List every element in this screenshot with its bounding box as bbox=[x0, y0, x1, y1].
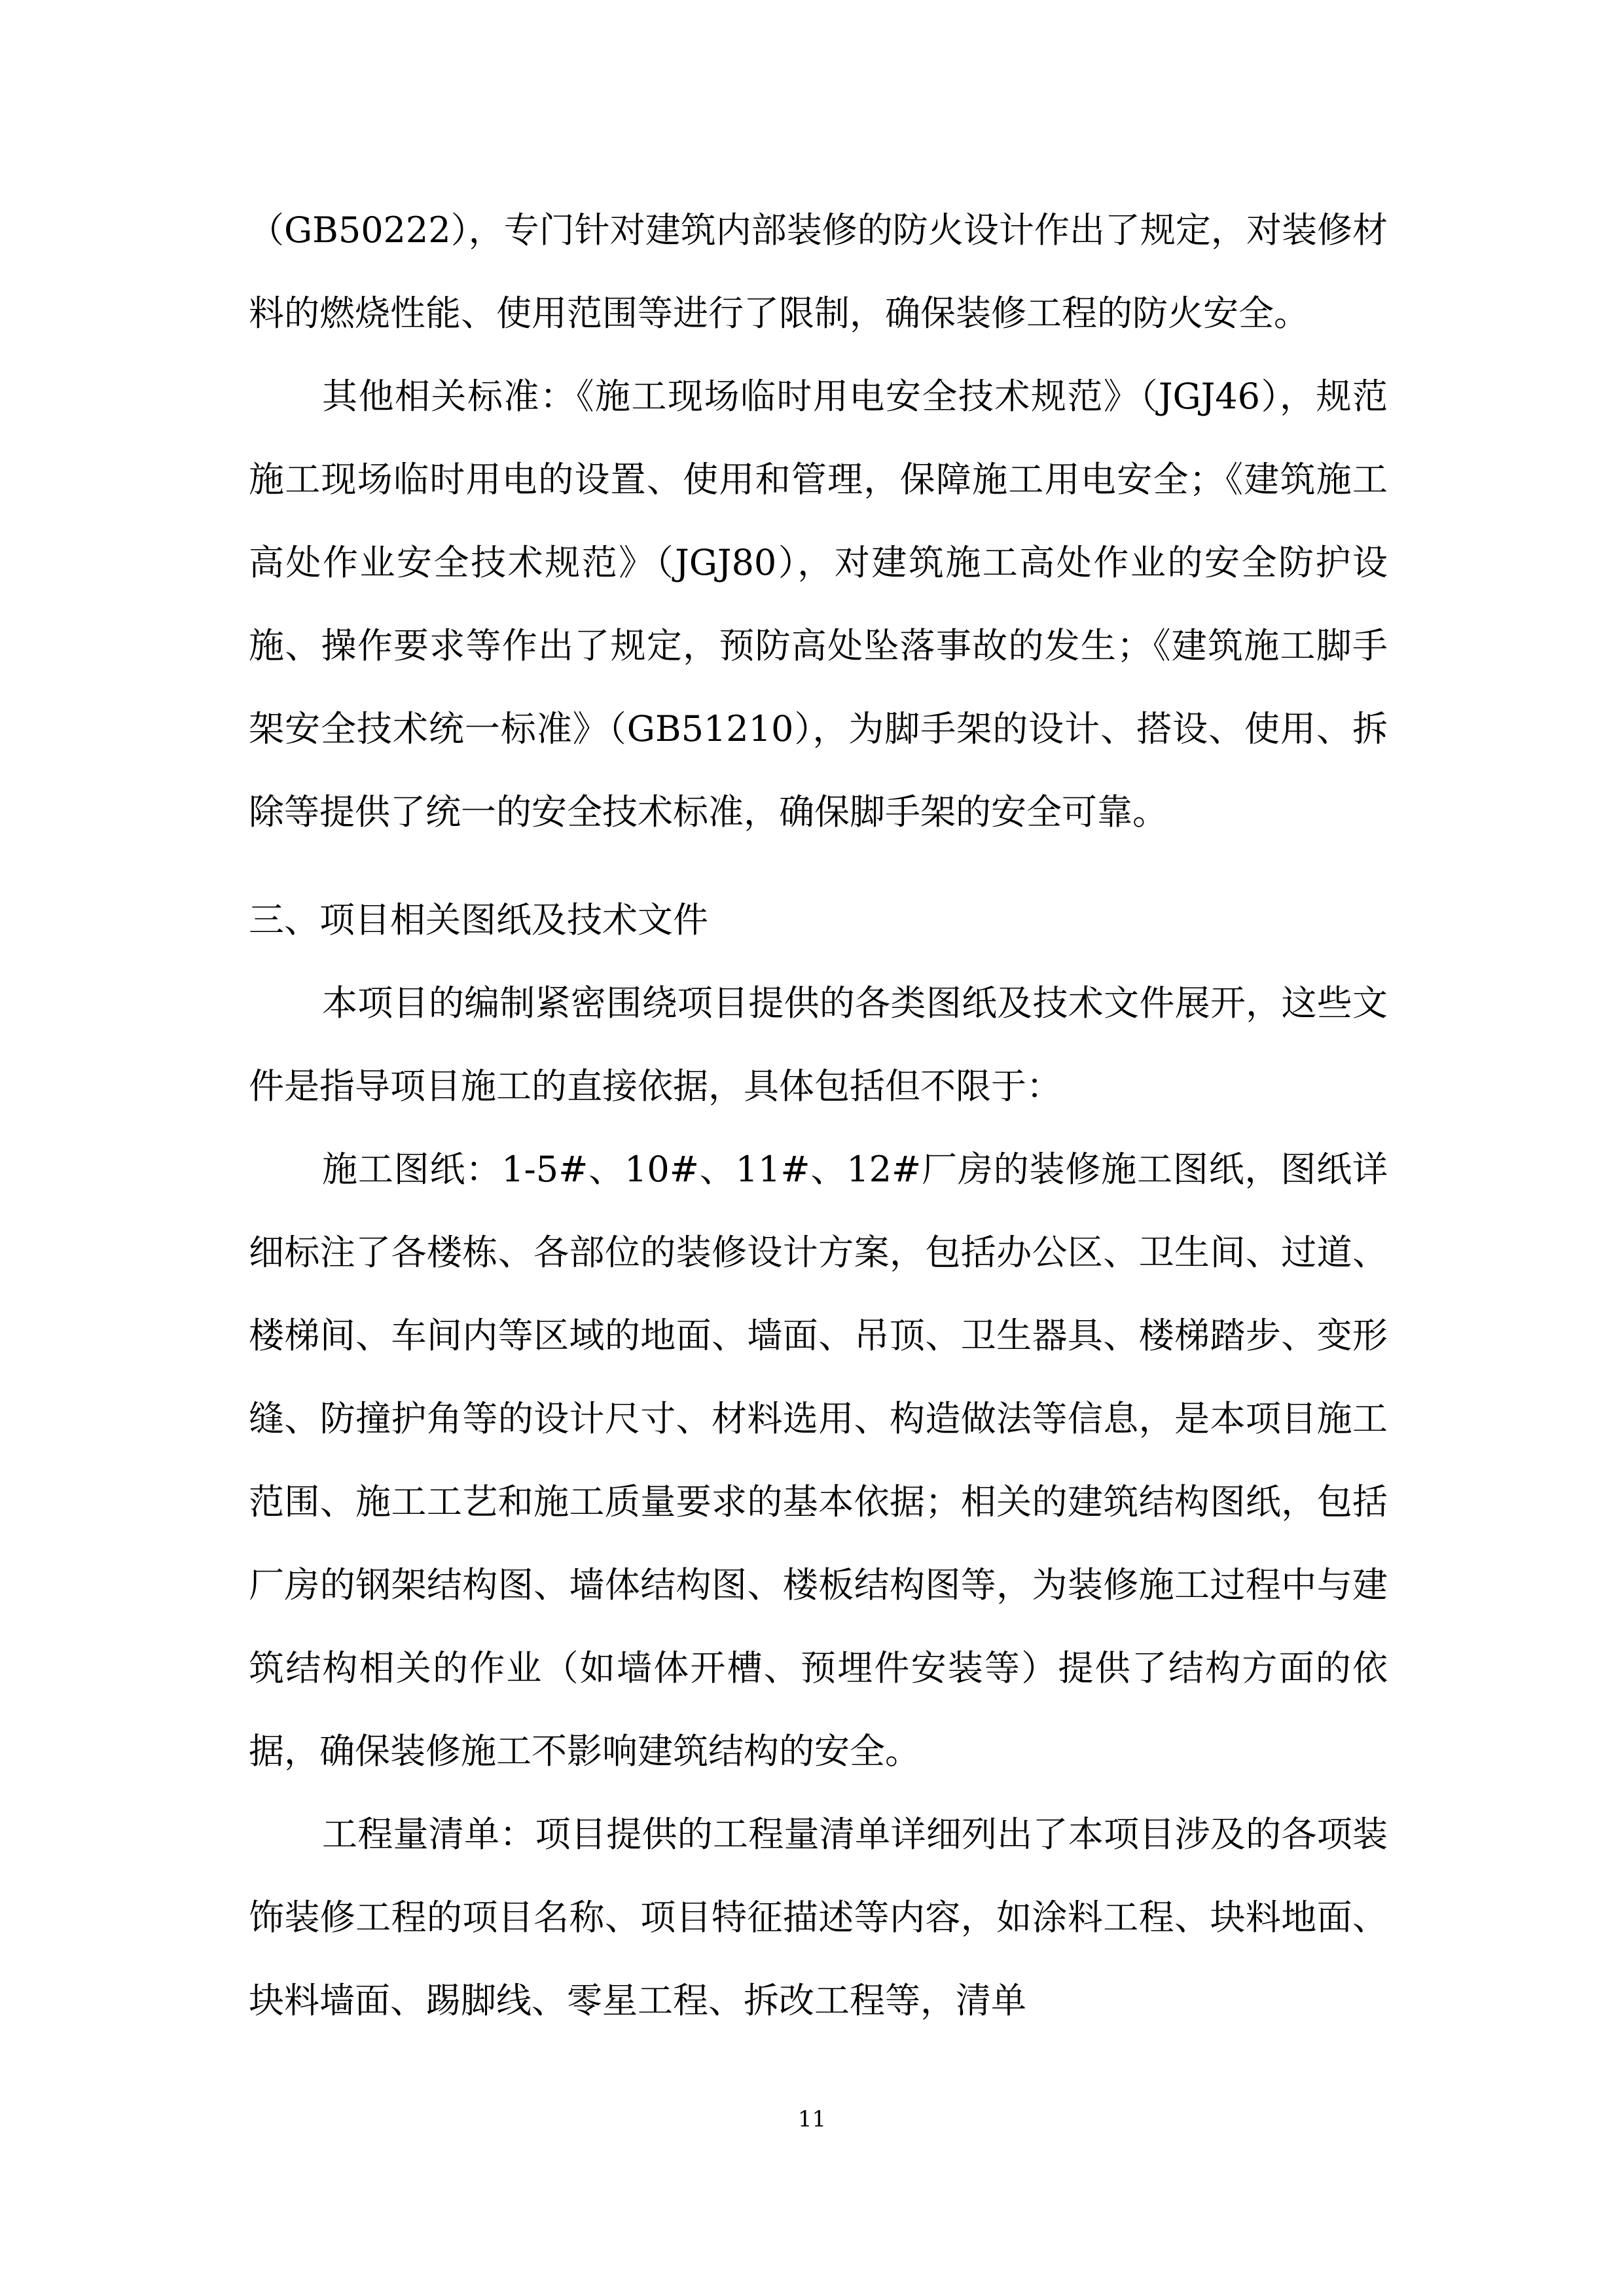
paragraph-other-standards: 其他相关标准：《施工现场临时用电安全技术规范》（JGJ46），规范施工现场临时用电的设置、使用和管理，保障施工用电安全；《建筑施工高处作业安全技术规范》（JGJ80），对建筑施工高处作业的安全防护设施、操作要求等作出了规定，预防高处坠落事故的发生；《建筑施工脚手架安全技术统一标准》（GB51210），为脚手架的设计、搭设、使用、拆除等提供了统一的安全技术标准，确保脚手架的安全可靠。 bbox=[249, 376, 1388, 833]
paragraph-documents-intro: 本项目的编制紧密围绕项目提供的各类图纸及技术文件展开，这些文件是指导项目施工的直接依据，具体包括但不限于： bbox=[249, 982, 1388, 1107]
paragraph-bill-of-quantities: 工程量清单：项目提供的工程量清单详细列出了本项目涉及的各项装饰装修工程的项目名称、项目特征描述等内容，如涂料工程、块料地面、块料墙面、踢脚线、零星工程、拆改工程等，清单 bbox=[249, 1814, 1388, 2021]
page-body bbox=[249, 188, 1388, 2042]
section-heading: 三、项目相关图纸及技术文件 bbox=[249, 899, 708, 941]
paragraph-construction-drawings: 施工图纸：1-5#、10#、11#、12#厂房的装修施工图纸，图纸详细标注了各楼栋、各部位的装修设计方案，包括办公区、卫生间、过道、楼梯间、车间内等区域的地面、墙面、吊顶、卫生器具、楼梯踏步、变形缝、防撞护角等的设计尺寸、材料选用、构造做法等信息，是本项目施工范围、施工工艺和施工质量要求的基本依据；相关的建筑结构图纸，包括厂房的钢架结构图、墙体结构图、楼板结构图等，为装修施工过程中与建筑结构相关的作业（如墙体开槽、预埋件安装等）提供了结构方面的依据，确保装修施工不影响建筑结构的安全。 bbox=[249, 1149, 1388, 1772]
page-number: 11 bbox=[797, 2106, 827, 2132]
paragraph-fire-code-continued: （GB50222），专门针对建筑内部装修的防火设计作出了规定，对装修材料的燃烧性能、使用范围等进行了限制，确保装修工程的防火安全。 bbox=[249, 209, 1388, 334]
